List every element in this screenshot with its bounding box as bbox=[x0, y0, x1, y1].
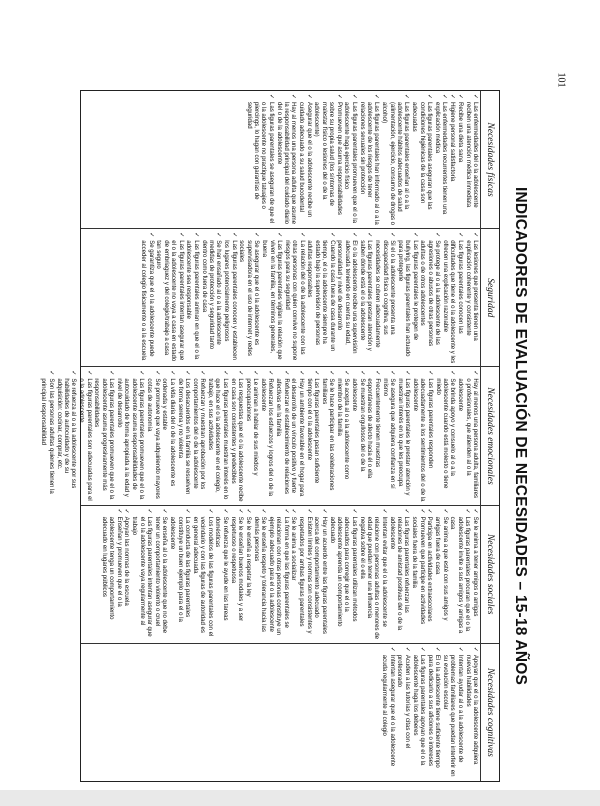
list-item bbox=[130, 509, 152, 640]
list-item bbox=[115, 370, 145, 501]
item-text: Se refuerza que le ayude en las tareas domésticas bbox=[214, 516, 228, 621]
item-text: Se le enseña a respetar la ley bbox=[244, 516, 251, 597]
list-item bbox=[139, 232, 154, 363]
item-text: Las lesiones que presenta tienen una explicación coherente y consistente bbox=[464, 240, 478, 341]
list-item bbox=[222, 232, 237, 363]
checkmark-icon: ✓ bbox=[426, 94, 432, 100]
item-text: Apoyan las normas de la escuela bbox=[123, 516, 130, 606]
item-text: Las figuras parentales se aseguran de que el o la adolescente no practique tatuajes o piercings, lo hagan con garantías de seguridad bbox=[245, 102, 274, 224]
checkmark-icon: ✓ bbox=[366, 232, 373, 238]
column-body bbox=[81, 506, 480, 643]
list-item bbox=[312, 94, 342, 225]
item-text: La forma en que las figuras parentales se relacionan con otras personas constituye un ejemplo adecuado para el o la adolescente bbox=[267, 516, 289, 635]
item-text: Las figuras parentales promueven que el o la adolescente asuma responsabilidades de autocuidado de forma apropiada a la edad y nivel de desarrollo bbox=[116, 378, 145, 500]
list-item bbox=[380, 647, 395, 778]
item-text: Frecuentemente tienen muestras espontáneas de afecto hacia él o ella bbox=[366, 378, 380, 479]
checkmark-icon: ✓ bbox=[403, 94, 410, 100]
list-item bbox=[380, 370, 395, 501]
item-text: Las figuras parentales pasan suficiente tiempo con el o la adolescente bbox=[305, 378, 319, 484]
list-item bbox=[244, 94, 274, 225]
checkmark-icon: ✓ bbox=[297, 370, 304, 376]
item-text: Las figuras parentales utilizan métodos adecuados para corregir que el o la adolescente aprenda un comportamiento adecuado bbox=[328, 516, 357, 627]
list-item bbox=[342, 94, 357, 225]
checkmark-icon: ✓ bbox=[70, 370, 77, 376]
list-item bbox=[418, 232, 440, 363]
list-item bbox=[168, 509, 190, 640]
item-text: Recibe una dieta sana bbox=[456, 102, 463, 163]
list-item bbox=[190, 370, 205, 501]
item-text: Los desacuerdos en la familia se resuelven de forma serena y no violenta bbox=[176, 378, 190, 495]
item-text: Se protege al o a la adolescente de las agresiones o abusos de otras personas adultas o de otros adolescentes bbox=[419, 240, 441, 347]
item-text: Se garantiza que el o la adolescente puede acceder al colegio fisicamente o a la escuela bbox=[140, 240, 154, 361]
item-text: Las figuras parentales intentan asegurar que el o la adolescente no vaya a casa en estado de embriaguez y del colegio/trabajo a casa tan seguro bbox=[155, 240, 184, 362]
item-text: Le animan a hablar de sus miedos y preocupaciones bbox=[244, 378, 259, 476]
item-text: Las figuras parentales le prestan atención y muestran interés en lo que les preocupa bbox=[396, 378, 411, 496]
item-text: Las figuras parentales procuran que el o la adolescente invite a sus amigos y amigas a casa bbox=[449, 516, 471, 634]
needs-table bbox=[40, 90, 500, 782]
list-item bbox=[145, 370, 160, 501]
list-item bbox=[243, 370, 258, 501]
item-text: La vida diaria del o de la adolescente es ordenada y estable bbox=[161, 378, 175, 487]
item-text: Intentan asegurar que el o la adolescente acuda regularmente al colegio bbox=[381, 654, 395, 767]
checkmark-icon: ✓ bbox=[380, 508, 387, 514]
checkmark-icon: ✓ bbox=[343, 370, 350, 376]
list-item bbox=[350, 370, 365, 501]
list-item bbox=[260, 232, 282, 363]
checkmark-icon: ✓ bbox=[47, 370, 54, 376]
list-item bbox=[92, 370, 114, 501]
list-item bbox=[243, 509, 250, 640]
item-text: Las figuras parentales conocen y establecen los lugares potencialmente peligrosos bbox=[223, 240, 237, 360]
list-item bbox=[206, 370, 228, 501]
checkmark-icon: ✓ bbox=[206, 508, 213, 514]
checkmark-icon: ✓ bbox=[335, 94, 342, 100]
list-item bbox=[274, 94, 296, 225]
checkmark-icon: ✓ bbox=[267, 94, 274, 100]
list-item bbox=[432, 94, 447, 225]
item-text: El o la adolescente tiene suficiente tiempo para dedicarlo a sus aficiones o intereses bbox=[426, 654, 441, 768]
list-item bbox=[387, 509, 409, 640]
list-item bbox=[312, 509, 327, 640]
list-item bbox=[448, 94, 455, 225]
list-item bbox=[395, 370, 410, 501]
column-header: Necesidades emocionales bbox=[480, 367, 499, 504]
column-header: Necesidades sociales bbox=[480, 506, 499, 643]
item-text: Participa en actividades extraescolares bbox=[426, 516, 433, 622]
item-text: Las enfermedades del o la adolescente reciben una atención médica inmediata bbox=[464, 102, 478, 208]
column-body bbox=[81, 644, 480, 781]
item-text: El o la adolescente recibe una supervisión adecuada teniendo en cuenta su edad, personalidad y nivel de desarrollo bbox=[336, 240, 358, 354]
item-text: Las figuras parentales apoyan que el o la adolescente haga los deberes bbox=[411, 654, 425, 766]
checkmark-icon: ✓ bbox=[328, 370, 335, 376]
item-text: Refuerzan y muestran aprobación por los comportamientos del o de la adolescente bbox=[191, 378, 206, 490]
checkmark-icon: ✓ bbox=[305, 94, 312, 100]
item-text: Las figuras parentales conocen las dificultades que tiene el o la adolescente y les ofrecen una explicación razonable bbox=[441, 240, 463, 364]
list-item bbox=[410, 647, 425, 778]
checkmark-icon: ✓ bbox=[418, 508, 425, 514]
list-item bbox=[251, 509, 266, 640]
list-item bbox=[289, 370, 304, 501]
list-item bbox=[228, 370, 243, 501]
checkmark-icon: ✓ bbox=[161, 508, 168, 514]
item-text: Hay al menos una persona adulta, familiares o profesionales, que atienden al o la adolescente bbox=[457, 378, 478, 499]
column-emocionales bbox=[40, 367, 499, 505]
checkmark-icon: ✓ bbox=[221, 508, 228, 514]
list-item bbox=[358, 232, 373, 363]
checkmark-icon: ✓ bbox=[177, 232, 184, 238]
checkmark-icon: ✓ bbox=[275, 232, 282, 238]
item-text: Las enfermedades recurrentes tienen una explicación médica bbox=[433, 102, 448, 215]
checkmark-icon: ✓ bbox=[298, 232, 305, 238]
list-item bbox=[184, 232, 199, 363]
checkmark-icon: ✓ bbox=[123, 508, 130, 514]
item-text: Las figuras parentales prestan atención y saben dónde está el o la adolescente bbox=[358, 240, 373, 351]
checkmark-icon: ✓ bbox=[472, 508, 478, 514]
item-text: Las figuras parentales son adecuadas para el o la adolescente bbox=[78, 378, 92, 501]
item-text: Existen límites y normas son consistentes y respetados por ambas figuras parentales bbox=[298, 516, 312, 634]
checkmark-icon: ✓ bbox=[351, 232, 358, 238]
list-item bbox=[305, 232, 335, 363]
checkmark-icon: ✓ bbox=[253, 232, 260, 238]
item-text: Las figuras parentales enseñan al o a la adolescente hábitos adecuados de salud (alimentación, ejercicio, consumo de drogas o alcohol) bbox=[381, 102, 410, 226]
list-item bbox=[297, 509, 312, 640]
checkmark-icon: ✓ bbox=[236, 508, 243, 514]
list-item bbox=[380, 94, 410, 225]
item-text: Se asegura que adquiera confianza en sí mismo bbox=[381, 378, 395, 489]
item-text: Higiene personal satisfactoria bbox=[449, 102, 455, 182]
list-item bbox=[463, 232, 478, 363]
list-item bbox=[213, 509, 228, 640]
column-header: Seguridad bbox=[480, 229, 499, 366]
item-text: Se han ensañado al o a la adolescente medidas de protección y seguridad tanto dentro como fuera de casa bbox=[200, 240, 222, 350]
checkmark-icon: ✓ bbox=[183, 370, 190, 376]
item-text: Las figuras parentales vigilan la relación que viven en la familia, en términos generales, buena bbox=[261, 240, 282, 360]
list-item bbox=[463, 94, 478, 225]
item-text: Las figuras parentales responden adecuadamente a los sentimientos del o de la adolescente bbox=[411, 378, 433, 502]
checkmark-icon: ✓ bbox=[305, 508, 312, 514]
item-text: Las respuestas que el o la adolescente recibe en casa son consistentes y predecibles bbox=[229, 378, 243, 502]
list-item bbox=[266, 509, 288, 640]
item-text: Acuden a las tutorías y citas con el profesorado bbox=[396, 654, 410, 749]
list-item bbox=[425, 509, 432, 640]
item-text: Se le enseña respeto y tolerancia hacia las demás personas bbox=[252, 516, 266, 632]
bottom-band bbox=[0, 790, 600, 806]
item-text: Hay al menos una persona adulta que asume la responsabilidad principal del cuidado diario del o de la adolescente bbox=[275, 102, 297, 225]
item-text: Se asegurar que el o la adolescente es supervisado/a en el uso de internet y redes sociales bbox=[238, 240, 260, 356]
item-text: Enseñan y promueven que el o la adolescente tenga un comportamiento adecuado en lugares públicos bbox=[100, 516, 122, 620]
list-item bbox=[410, 94, 432, 225]
checkmark-icon: ✓ bbox=[388, 232, 395, 238]
list-item bbox=[54, 370, 76, 501]
checkmark-icon: ✓ bbox=[403, 508, 410, 514]
checkmark-icon: ✓ bbox=[290, 94, 297, 100]
item-text: Promueven que participe en actividades sociales fuera de la familia bbox=[411, 516, 425, 625]
list-item bbox=[153, 509, 168, 640]
checkmark-icon: ✓ bbox=[259, 508, 266, 514]
list-item bbox=[456, 370, 478, 501]
list-item bbox=[463, 647, 478, 778]
checkmark-icon: ✓ bbox=[320, 508, 327, 514]
column-seguridad bbox=[81, 229, 499, 367]
checkmark-icon: ✓ bbox=[472, 370, 478, 376]
checkmark-icon: ✓ bbox=[147, 232, 154, 238]
column-body bbox=[39, 367, 480, 504]
checkmark-icon: ✓ bbox=[403, 646, 410, 652]
column-header: Necesidades cognitivas bbox=[480, 644, 499, 781]
checkmark-icon: ✓ bbox=[328, 232, 335, 238]
checkmark-icon: ✓ bbox=[426, 508, 433, 514]
checkmark-icon: ✓ bbox=[350, 508, 357, 514]
checkmark-icon: ✓ bbox=[404, 370, 411, 376]
list-item bbox=[289, 509, 296, 640]
list-item bbox=[228, 509, 243, 640]
list-item bbox=[39, 370, 54, 501]
checkmark-icon: ✓ bbox=[115, 508, 122, 514]
checkmark-icon: ✓ bbox=[441, 508, 448, 514]
item-text: Intentan ayudar al o a la adolescente de problemas familiares que puedan interferir en su evolución escolar bbox=[441, 654, 463, 777]
checkmark-icon: ✓ bbox=[411, 232, 418, 238]
checkmark-icon: ✓ bbox=[108, 370, 115, 376]
list-item bbox=[410, 509, 425, 640]
checkmark-icon: ✓ bbox=[267, 370, 274, 376]
checkmark-icon: ✓ bbox=[426, 370, 433, 376]
list-item bbox=[297, 94, 312, 225]
item-text: La conducta de las figuras parentales constituye un buen ejemplo para el o la adolescente bbox=[169, 516, 190, 622]
item-text: Se brinda apoyo y consuelo al o a la adolescente cuando está molesto o tiene miedo bbox=[434, 378, 456, 489]
checkmark-icon: ✓ bbox=[168, 370, 175, 376]
checkmark-icon: ✓ bbox=[153, 370, 160, 376]
checkmark-icon: ✓ bbox=[183, 508, 190, 514]
item-text: Se anima a que esté con sus amigos y amigas fuera de casa bbox=[434, 516, 448, 621]
item-text: La relación del o de la adolescente con las otras personas con quien convive no supone riesgos para su seguridad bbox=[283, 240, 305, 361]
list-item bbox=[319, 370, 334, 501]
checkmark-icon: ✓ bbox=[350, 94, 357, 100]
checkmark-icon: ✓ bbox=[456, 94, 463, 100]
list-item bbox=[122, 509, 129, 640]
checkmark-icon: ✓ bbox=[456, 646, 463, 652]
item-text: Refuerzan los esfuerzos y logros del o de la adolescente bbox=[259, 378, 274, 497]
list-item bbox=[77, 370, 92, 501]
column-body bbox=[81, 91, 480, 228]
item-text: Cuando la casa fuera de casa durante un tiempo, el o la adolescente siempre ha estado bajo la supervisión de personas adultas responsables bbox=[306, 240, 335, 352]
checkmark-icon: ✓ bbox=[312, 370, 319, 376]
list-item bbox=[175, 370, 190, 501]
checkmark-icon: ✓ bbox=[418, 646, 425, 652]
list-item bbox=[411, 370, 433, 501]
checkmark-icon: ✓ bbox=[236, 370, 243, 376]
list-item bbox=[259, 370, 274, 501]
item-text: Se promueve que vaya adquiriendo mayores cotas de autonomía bbox=[146, 378, 160, 499]
list-item bbox=[154, 232, 184, 363]
checkmark-icon: ✓ bbox=[456, 232, 463, 238]
item-text: Las figuras parentales intentan asegurar que el o la adolescente vaya regularmente al trabajo bbox=[131, 516, 153, 637]
page-number: 101 bbox=[555, 72, 567, 88]
item-text: Asegurar que el o la adolescente recibe un cuidado adecuado a su salud bucodental bbox=[298, 102, 312, 217]
list-item bbox=[357, 94, 379, 225]
checkmark-icon: ✓ bbox=[449, 94, 455, 100]
item-text: Refuerzan el establecimiento de relaciones afectivas en la familia bbox=[275, 378, 289, 495]
checkmark-icon: ✓ bbox=[138, 370, 145, 376]
item-text: Si el o la adolescente presenta una discapacidad física o cognitiva, sus necesidades se cubren adecuadamente bbox=[374, 240, 395, 348]
checkmark-icon: ✓ bbox=[282, 370, 289, 376]
checkmark-icon: ✓ bbox=[85, 370, 92, 376]
item-text: Se le anima a socializar bbox=[290, 516, 297, 581]
item-text: Las figuras parentales promueven que el o la adolescente haga ejercicio físico bbox=[343, 102, 357, 224]
item-text: Intentan evitar que el o la adolescente se relacione con personas adultas o menores de edad que puedan tener una influencia negativa sobre él o ella bbox=[358, 516, 387, 639]
checkmark-icon: ✓ bbox=[252, 370, 259, 376]
item-text: Se le hace participar en las celebraciones familiares bbox=[320, 378, 335, 491]
item-text: Se le anima a tener amigos o amigas bbox=[472, 516, 478, 617]
column-body bbox=[81, 229, 480, 366]
list-item bbox=[327, 509, 357, 640]
item-text: Las figuras parentales han informado al o a la adolescente de los riesgos de tener relaciones sexuales sin protección bbox=[358, 102, 380, 225]
list-item bbox=[160, 370, 175, 501]
list-item bbox=[199, 232, 221, 363]
list-item bbox=[365, 370, 380, 501]
item-text: Hay un ambiente favorable en el hogar para el desarrollo de un vínculo positivo y fuerte bbox=[290, 378, 304, 497]
checkmark-icon: ✓ bbox=[441, 94, 448, 100]
list-item bbox=[357, 509, 387, 640]
list-item bbox=[99, 509, 121, 640]
rotated-page bbox=[40, 90, 538, 782]
item-text: Hay un acuerdo entre las figuras parentales acerca del comportamiento adecuado bbox=[313, 516, 327, 634]
checkmark-icon: ✓ bbox=[146, 508, 153, 514]
list-item bbox=[441, 647, 463, 778]
list-item bbox=[335, 370, 350, 501]
item-text: Se le enseñan buenos modales y a ser respetuoso o respetuosa bbox=[229, 516, 243, 622]
checkmark-icon: ✓ bbox=[434, 232, 441, 238]
item-text: Promueven que asuma responsabilidades sobre su propia salud (los síntomas de malestar físico o lesiones del o de la adolescente) bbox=[313, 102, 342, 215]
item-text: Las figuras parentales aseguran que las condiciones higiénicas de la casa son adecuadas bbox=[411, 102, 432, 210]
item-text: Los modelos de las figuras parentales con el vecindario y con las figuras de autoridad es en general adecuada bbox=[191, 516, 213, 637]
checkmark-icon: ✓ bbox=[434, 646, 441, 652]
page-content bbox=[40, 90, 538, 782]
item-text: Se enseña al o la adolescente que no debe tener un comportamiento violento o cruel bbox=[153, 516, 168, 633]
checkmark-icon: ✓ bbox=[199, 370, 206, 376]
item-text: Las figuras parentales refuerzan las relaciones de amistad positivas del o de la adolescente bbox=[388, 516, 410, 631]
checkmark-icon: ✓ bbox=[388, 370, 395, 376]
checkmark-icon: ✓ bbox=[472, 94, 478, 100]
checkmark-icon: ✓ bbox=[290, 508, 297, 514]
checkmark-icon: ✓ bbox=[449, 370, 456, 376]
column-sociales bbox=[81, 506, 499, 644]
column-header: Necesidades físicas bbox=[480, 91, 499, 228]
checkmark-icon: ✓ bbox=[230, 232, 237, 238]
checkmark-icon: ✓ bbox=[373, 370, 380, 376]
list-item bbox=[373, 232, 395, 363]
list-item bbox=[395, 232, 417, 363]
list-item bbox=[282, 232, 304, 363]
list-item bbox=[304, 370, 319, 501]
item-text: Apoyan que el o la adolescente adquiera nuevas habilidades bbox=[464, 654, 478, 765]
list-item bbox=[335, 232, 357, 363]
checkmark-icon: ✓ bbox=[221, 370, 228, 376]
item-text: Las figuras parentales promueven que el o la adolescente asuma progresivamente más responsabilidades bbox=[93, 378, 115, 500]
list-item bbox=[433, 509, 448, 640]
item-text: Las figuras parentales muestran interés en lo que hace el o la adolescente en el colegio, trabajo, en sus actividades bbox=[206, 378, 228, 500]
list-item bbox=[190, 509, 212, 640]
list-item bbox=[425, 647, 440, 778]
item-text: Las figuras parentales le protegen de bullying, las figuras parentales han actuado para protegerle bbox=[396, 240, 418, 357]
item-text: Se acepta al o a la adolescente como miembro de la familia bbox=[335, 378, 350, 480]
list-item bbox=[471, 509, 478, 640]
checkmark-icon: ✓ bbox=[244, 508, 251, 514]
list-item bbox=[237, 232, 259, 363]
checkmark-icon: ✓ bbox=[472, 232, 478, 238]
column-fisicas bbox=[81, 91, 499, 229]
list-item bbox=[441, 232, 463, 363]
item-text: Son las personas adultas quienes tienen la principal responsabilidad bbox=[40, 378, 54, 494]
item-text: Se muestran orgullosos del o de la adolescente bbox=[351, 378, 365, 472]
list-item bbox=[274, 370, 289, 501]
column-cognitivas bbox=[81, 644, 499, 781]
item-text: Se refuerza al o a la adolescente por sus habilidades de autocuidado y de su adquisición: cocinar, comprar, etc. bbox=[55, 378, 77, 489]
document-title: INDICADORES DE EVALUACIÓN DE NECESIDADES – 15-18 AÑOS bbox=[512, 186, 529, 686]
checkmark-icon: ✓ bbox=[282, 508, 289, 514]
list-item bbox=[433, 370, 455, 501]
checkmark-icon: ✓ bbox=[472, 646, 478, 652]
checkmark-icon: ✓ bbox=[373, 94, 380, 100]
checkmark-icon: ✓ bbox=[464, 508, 471, 514]
checkmark-icon: ✓ bbox=[215, 232, 222, 238]
checkmark-icon: ✓ bbox=[358, 370, 365, 376]
list-item bbox=[448, 509, 470, 640]
checkmark-icon: ✓ bbox=[388, 646, 395, 652]
item-text: Las figuras parentales animan en que el o la adolescente sea responsable bbox=[185, 240, 199, 360]
list-item bbox=[395, 647, 410, 778]
list-item bbox=[455, 94, 462, 225]
checkmark-icon: ✓ bbox=[192, 232, 199, 238]
